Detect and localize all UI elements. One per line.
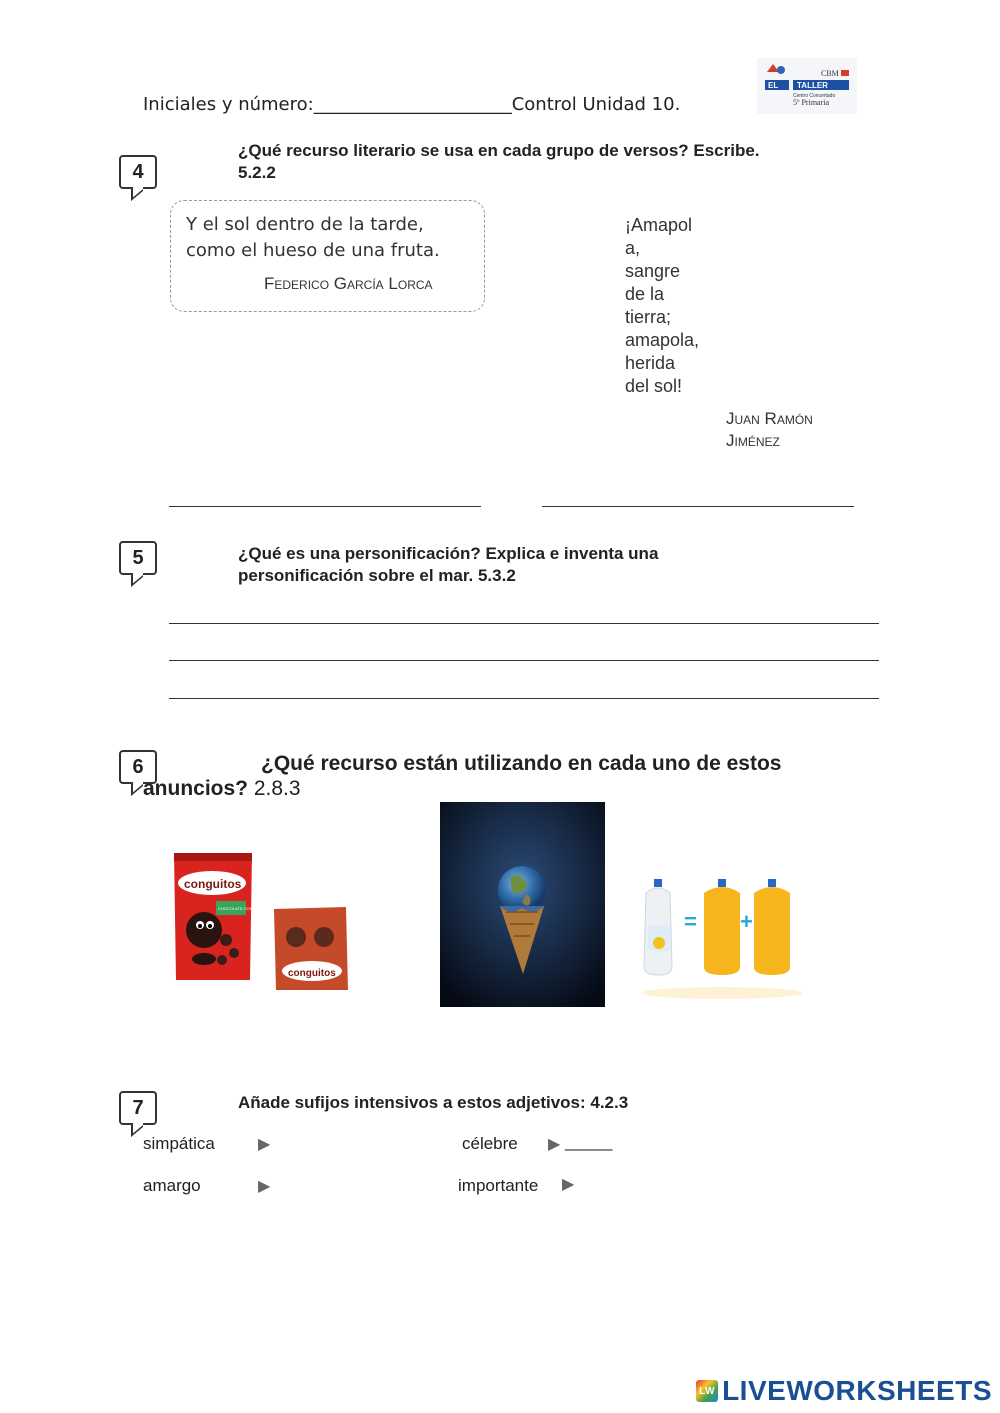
ad-conguitos-image xyxy=(160,845,360,995)
answer-blank-celebre[interactable]: _____ xyxy=(565,1132,613,1151)
logo-taller: TALLER xyxy=(797,81,828,90)
header-text: Iniciales y número:______________________Control Unidad 10. xyxy=(143,94,681,115)
answer-line-5c[interactable] xyxy=(169,698,879,699)
adjective-celebre: célebre xyxy=(462,1134,518,1153)
arrow-icon: ▶ xyxy=(548,1136,561,1153)
poem-1-line-1: Y el sol dentro de la tarde, xyxy=(186,214,424,235)
answer-line-5b[interactable] xyxy=(169,660,879,661)
question-6-text-line-2: anuncios? 2.8.3 xyxy=(143,777,301,800)
svg-text:conguitos: conguitos xyxy=(288,968,336,979)
question-7-number: 7 xyxy=(119,1091,157,1125)
poem-2-line: del sol! xyxy=(625,376,683,396)
arrow-icon: ▶ xyxy=(258,1178,271,1195)
poem-2-line: tierra; xyxy=(625,307,672,327)
poem-2-line: de la xyxy=(625,284,665,304)
question-5-text: ¿Qué es una personificación? Explica e inventa una personificación sobre el mar. 5.3.2 xyxy=(238,544,659,585)
question-4-text: ¿Qué recurso literario se usa en cada grupo de versos? Escribe. 5.2.2 xyxy=(238,141,760,182)
poem-2 xyxy=(625,214,745,398)
ad-earth-icecream-image xyxy=(440,802,605,1007)
adjective-importante: importante xyxy=(458,1176,539,1195)
poem-2-line: ¡Amapol xyxy=(625,215,693,235)
poem-2-author: Juan Ramón Jiménez xyxy=(726,409,813,450)
logo-cbm: CBM xyxy=(821,69,839,78)
question-5-number: 5 xyxy=(119,541,157,575)
poem-2-line: sangre xyxy=(625,261,681,281)
adjective-simpatica: simpática xyxy=(143,1134,215,1153)
question-4-number: 4 xyxy=(119,155,157,189)
ad-bottles-image xyxy=(632,845,812,1005)
poem-2-line: a, xyxy=(625,238,641,258)
question-7-text: Añade sufijos intensivos a estos adjetivos: 4.2.3 xyxy=(238,1093,629,1112)
svg-text:CHOCOLATE CON LECHE: CHOCOLATE CON LECHE xyxy=(218,906,268,911)
logo-subtitle: Centro Concertado xyxy=(793,93,836,99)
svg-text:+: + xyxy=(740,909,753,934)
poem-2-line: herida xyxy=(625,353,676,373)
question-6-number: 6 xyxy=(119,750,157,784)
lw-badge-icon: LW xyxy=(696,1380,718,1402)
arrow-icon: ▶ xyxy=(258,1136,271,1153)
svg-text:conguitos: conguitos xyxy=(184,877,242,891)
logo-el: EL xyxy=(768,81,779,90)
logo-grade: 5º Primaria xyxy=(793,98,830,107)
answer-line-5a[interactable] xyxy=(169,623,879,624)
arrow-icon: ▶ xyxy=(562,1176,575,1193)
answer-line-4b[interactable] xyxy=(542,506,854,507)
poem-1-line-2: como el hueso de una fruta. xyxy=(186,240,440,261)
question-6-text-line-1: ¿Qué recurso están utilizando en cada uno de estos xyxy=(261,752,782,775)
poem-2-line: amapola, xyxy=(625,330,700,350)
adjective-amargo: amargo xyxy=(143,1176,201,1195)
school-logo xyxy=(757,58,857,114)
answer-line-4a[interactable] xyxy=(169,506,481,507)
liveworksheets-logo: LW LIVEWORKSHEETS xyxy=(696,1375,992,1407)
svg-text:=: = xyxy=(684,909,697,934)
poem-1-author: Federico García Lorca xyxy=(264,274,433,293)
